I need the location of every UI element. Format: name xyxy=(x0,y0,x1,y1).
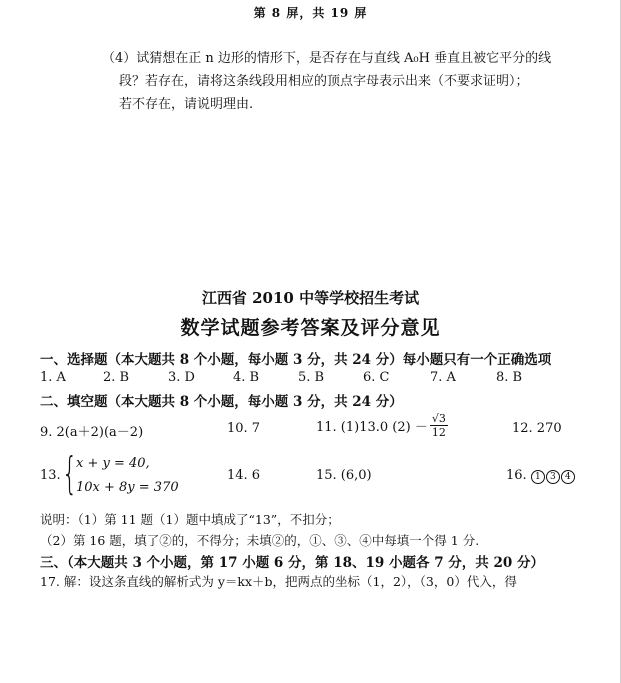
answer-16 xyxy=(506,468,576,484)
answer-5: 5. B xyxy=(298,370,325,385)
answer-1: 1. A xyxy=(40,370,66,385)
exam-title: 江西省 2010 中等学校招生考试 xyxy=(201,289,420,307)
page-header: 第 8 屏，共 19 屏 xyxy=(253,6,368,20)
answer-11 xyxy=(316,412,448,439)
equation-1: x + y = 40, xyxy=(76,456,150,471)
fraction-numerator: √3 xyxy=(431,412,446,425)
answer-2: 2. B xyxy=(103,370,130,385)
section-1-answers xyxy=(40,370,580,388)
question-4-line-1: （4）试猜想在正 n 边形的情形下，是否存在与直线 A₀H 垂直且被它平分的线 xyxy=(102,51,552,66)
answer-10: 10. 7 xyxy=(227,421,261,436)
section-3-heading: 三、（本大题共 3 个小题，第 17 小题 6 分，第 18、19 小题各 7 分，共 20 分） xyxy=(40,555,544,571)
answer-16-label: 16. xyxy=(506,468,527,483)
section-1-heading: 一、选择题（本大题共 8 个小题，每小题 3 分，共 24 分）每小题只有一个正确选项 xyxy=(40,352,552,368)
answer-11-fraction xyxy=(430,412,448,439)
answer-9: 9. 2(a＋2)(a－2) xyxy=(40,425,144,440)
question-17-solution: 17. 解：设这条直线的解析式为 y＝kx＋b，把两点的坐标（1，2），（3，0）代入，得 xyxy=(40,574,517,589)
answer-14: 14. 6 xyxy=(227,468,261,483)
question-4-line-2: 段？若存在，请将这条线段用相应的顶点字母表示出来（不要求证明）； xyxy=(119,74,529,89)
answer-3: 3. D xyxy=(168,370,195,385)
equation-2: 10x + 8y = 370 xyxy=(76,480,179,495)
fraction-denominator: 12 xyxy=(431,426,446,439)
answer-key-title: 数学试题参考答案及评分意见 xyxy=(180,317,441,339)
answer-6: 6. C xyxy=(363,370,390,385)
note-1: 说明：（1）第 11 题（1）题中填成了“13”，不扣分； xyxy=(40,512,340,527)
answer-7: 7. A xyxy=(430,370,456,385)
note-2: （2）第 16 题，填了②的，不得分；未填②的，①、③、④中每填一个得 1 分. xyxy=(40,533,480,548)
answer-15: 15. (6,0) xyxy=(316,468,372,483)
brace-symbol: { xyxy=(62,448,78,499)
question-4 xyxy=(102,47,587,116)
circled-number-1: 1 xyxy=(531,470,545,484)
circled-number-3: 3 xyxy=(546,470,560,484)
answer-13-label: 13. xyxy=(40,468,61,483)
section-2-heading: 二、填空题（本大题共 8 个小题，每小题 3 分，共 24 分） xyxy=(40,394,403,410)
answer-12: 12. 270 xyxy=(512,421,562,436)
answer-11-text: 11. (1)13.0 (2) － xyxy=(316,420,428,435)
question-4-line-3: 若不存在，请说明理由. xyxy=(119,97,254,112)
answer-4: 4. B xyxy=(233,370,260,385)
circled-number-4: 4 xyxy=(561,470,575,484)
answer-8: 8. B xyxy=(496,370,523,385)
answer-13-equation-system xyxy=(62,448,182,500)
